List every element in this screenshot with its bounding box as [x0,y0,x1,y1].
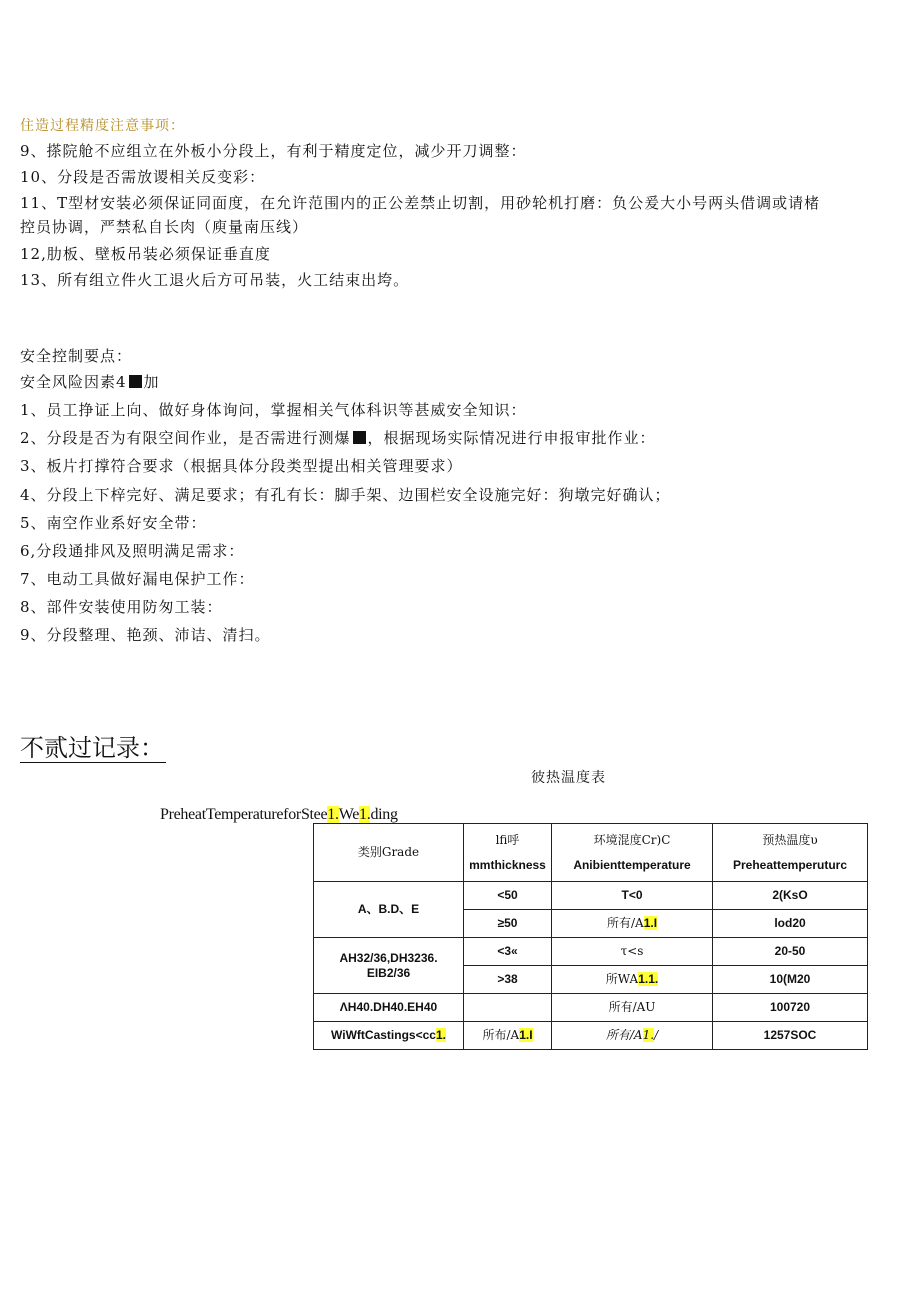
table-row [314,1022,868,1050]
precision-heading: 住造过程精度注意事项： [20,118,185,134]
ambient-cell: 所有/A1.I [552,910,713,938]
thickness-cell: ≥50 [464,910,552,938]
header-ambient: 环境混度Cr)C Anibienttemperature [552,824,713,882]
thickness-cell: 所布/A1.I [464,1022,552,1050]
ambient-cell: 所有/AU [552,994,713,1022]
safety-item: 5、南空作业系好安全带： [20,514,207,532]
table-row [314,882,868,910]
precision-item: 13、所有组立件火工退火后方可吊装，火工结束出垮。 [20,271,410,289]
preheat-caption: 彼热温度表 [531,770,606,786]
safety-item: 8、部件安装使用防匆工装： [20,598,223,616]
ambient-cell: T<0 [552,882,713,910]
safety-heading: 安全控制要点： [20,347,133,365]
precision-item: 11、T型材安装必须保证同面度，在允许范围内的正公差禁止切割，用砂轮机打磨：负公爰大小号两头借调或请楮 [20,194,821,212]
redacted-block [353,431,366,444]
safety-item-2 [20,427,656,448]
safety-item: 7、电动工具做好漏电保护工作： [20,570,255,588]
preheat-cell: 1257SOC [713,1022,868,1050]
grade-cell: ΛH40.DH40.EH40 [314,994,464,1022]
safety-item-2-prefix: 2、分段是否为有限空间作业，是否需进行测爆 [20,429,351,447]
safety-risk-line [20,371,160,392]
safety-item: 1、员工挣证上向、做好身体询问，掌握相关气体科识等甚威安全知识： [20,401,527,419]
risk-suffix: 加 [143,373,160,391]
thickness-cell: >38 [464,966,552,994]
safety-item: 6,分段通排风及照明满足需求： [20,542,245,560]
thickness-cell: <50 [464,882,552,910]
preheat-cell: 100720 [713,994,868,1022]
thickness-cell [464,994,552,1022]
safety-item: 4、分段上下梓完好、满足要求；有孔有长：脚手架、边围栏安全设施完好：狗墩完好确认； [20,486,671,504]
precision-item: 12,肋板、壁板吊装必须保证垂直度 [20,245,271,263]
precision-item: 9、搽院舱不应组立在外板小分段上，有利于精度定位，减少开刀调整： [20,142,527,160]
header-preheat: 预热温度υ Preheattemperuturc [713,824,868,882]
risk-prefix: 安全风险因素4 [20,373,127,391]
preheat-cell: 10(M20 [713,966,868,994]
preheat-cell: 20-50 [713,938,868,966]
header-thickness: lfi呼 mmthickness [464,824,552,882]
preheat-cell: lod20 [713,910,868,938]
ambient-cell: 所WA1.1. [552,966,713,994]
safety-item: 3、板片打撑符合要求（根据具体分段类型提出相关管理要求） [20,457,463,475]
precision-item: 10、分段是否需放谡相关反变彩： [20,168,266,186]
preheat-table [313,823,868,1050]
redacted-block [129,375,142,388]
grade-cell: A、B.D、E [314,882,464,938]
trial-record-heading: 不贰过记录： [20,734,164,762]
preheat-cell: 2(KsO [713,882,868,910]
table-row [314,994,868,1022]
ambient-cell: 所有/A1./ [552,1022,713,1050]
grade-cell: WiWftCastings<cc1. [314,1022,464,1050]
preheat-table-title: PreheatTemperatureforStee1.We1.ding [160,806,398,823]
safety-item: 9、分段整理、艳颈、沛诘、清扫。 [20,626,271,644]
table-row [314,938,868,966]
header-grade: 类别Grade [314,824,464,882]
grade-cell: AH32/36,DH3236. EIB2/36 [314,938,464,994]
table-header-row [314,824,868,882]
safety-item-2-suffix: ，根据现场实际情况进行申报审批作业： [367,429,656,447]
precision-item: 控员协调，严禁私自长肉（庾量南压线） [20,218,309,236]
thickness-cell: <3« [464,938,552,966]
ambient-cell: τ<s [552,938,713,966]
